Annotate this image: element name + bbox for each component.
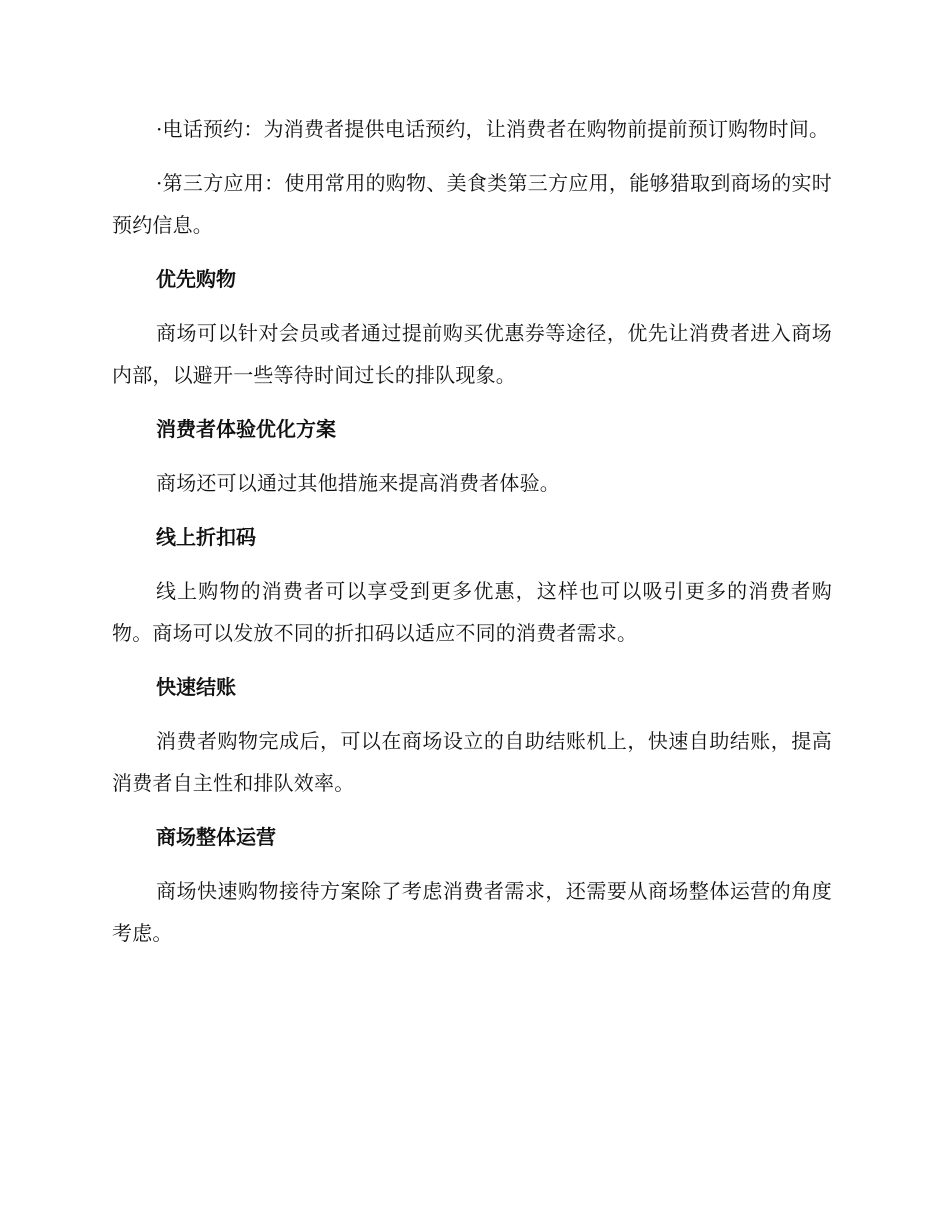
para-experience-optimization: 商场还可以通过其他措施来提高消费者体验。 xyxy=(156,471,560,495)
heading-online-discount: 线上折扣码 xyxy=(156,525,256,549)
para-priority-shopping: 商场可以针对会员或者通过提前购买优惠券等途径，优先让消费者进入商场内部，以避开一些等待时间过长的排队现象。 xyxy=(112,321,832,387)
para-fast-checkout: 消费者购物完成后，可以在商场设立的自助结账机上，快速自助结账，提高消费者自主性和排队效率。 xyxy=(112,729,832,795)
bullet-phone-reservation: ·电话预约：为消费者提供电话预约，让消费者在购物前提前预订购物时间。 xyxy=(156,117,830,141)
para-online-discount: 线上购物的消费者可以享受到更多优惠，这样也可以吸引更多的消费者购物。商场可以发放不同的折扣码以适应不同的消费者需求。 xyxy=(112,579,832,645)
bullet-third-party-app: ·第三方应用：使用常用的购物、美食类第三方应用，能够猎取到商场的实时预约信息。 xyxy=(112,171,832,237)
heading-priority-shopping: 优先购物 xyxy=(156,267,236,291)
heading-experience-optimization: 消费者体验优化方案 xyxy=(156,417,336,441)
para-overall-operation: 商场快速购物接待方案除了考虑消费者需求，还需要从商场整体运营的角度考虑。 xyxy=(112,879,832,945)
heading-fast-checkout: 快速结账 xyxy=(156,675,236,699)
document-body xyxy=(112,108,832,966)
heading-overall-operation: 商场整体运营 xyxy=(156,825,276,849)
